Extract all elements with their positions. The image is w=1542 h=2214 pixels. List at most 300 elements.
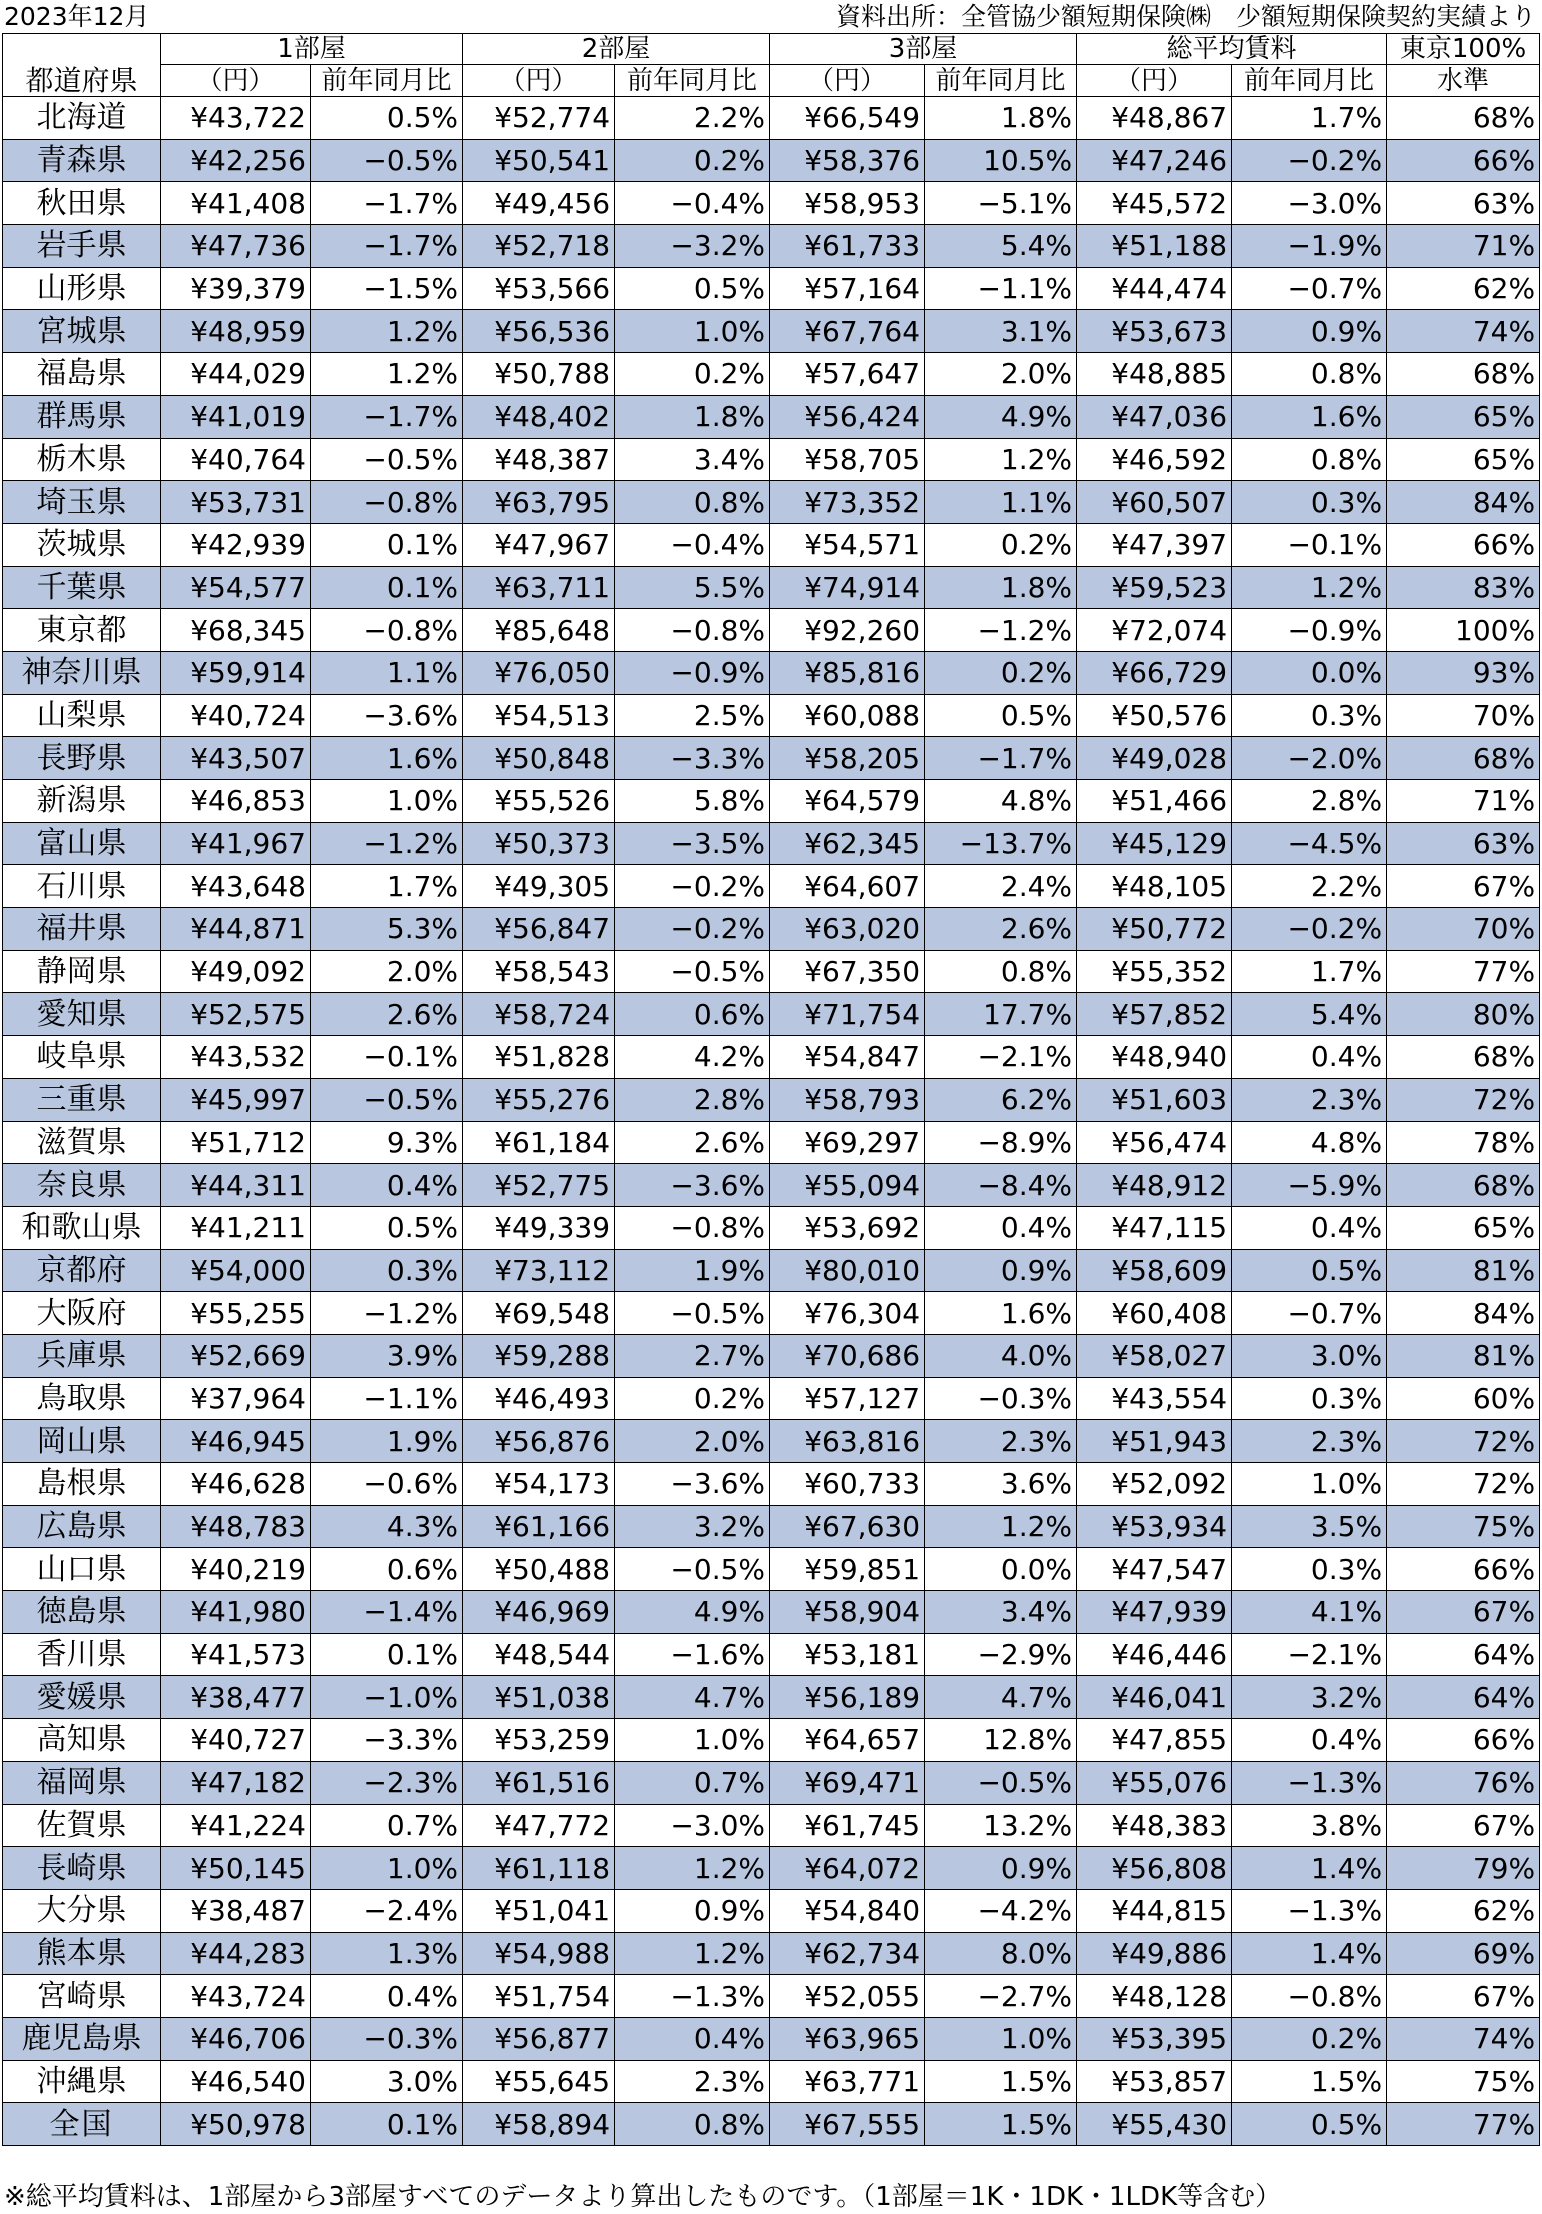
- yoy-average-cell: 2.3%: [1232, 1078, 1387, 1121]
- rent-average-cell: ¥60,408: [1077, 1292, 1232, 1335]
- rent-average-cell: ¥48,912: [1077, 1164, 1232, 1207]
- prefecture-cell: 東京都: [3, 609, 161, 652]
- table-row: [3, 1036, 1540, 1079]
- yoy-average-cell: −0.9%: [1232, 609, 1387, 652]
- yoy-1room-cell: 1.2%: [311, 353, 463, 396]
- table-row: [3, 2060, 1540, 2103]
- yoy-1room-cell: 0.1%: [311, 2103, 463, 2146]
- yoy-2room-cell: 0.6%: [615, 993, 770, 1036]
- rent-average-cell: ¥46,041: [1077, 1676, 1232, 1719]
- rent-3room-cell: ¥64,072: [770, 1847, 925, 1890]
- rent-average-cell: ¥51,943: [1077, 1420, 1232, 1463]
- yoy-3room-cell: 17.7%: [925, 993, 1077, 1036]
- rent-1room-cell: ¥38,487: [161, 1889, 311, 1932]
- yoy-average-cell: 3.0%: [1232, 1334, 1387, 1377]
- yoy-3room-cell: −1.1%: [925, 267, 1077, 310]
- rent-average-cell: ¥58,609: [1077, 1249, 1232, 1292]
- prefecture-cell: 山口県: [3, 1548, 161, 1591]
- rent-2room-cell: ¥50,848: [463, 737, 615, 780]
- tokyo-level-cell: 84%: [1387, 481, 1540, 524]
- yoy-average-cell: 2.2%: [1232, 865, 1387, 908]
- yoy-average-cell: 1.7%: [1232, 950, 1387, 993]
- rent-average-cell: ¥45,129: [1077, 822, 1232, 865]
- rent-3room-cell: ¥54,840: [770, 1889, 925, 1932]
- rent-1room-cell: ¥52,669: [161, 1334, 311, 1377]
- yoy-1room-cell: 0.7%: [311, 1804, 463, 1847]
- yoy-average-cell: 4.1%: [1232, 1591, 1387, 1634]
- rent-average-cell: ¥47,855: [1077, 1719, 1232, 1762]
- yoy-average-cell: −0.8%: [1232, 1975, 1387, 2018]
- table-row: [3, 1334, 1540, 1377]
- yoy-1room-cell: −1.0%: [311, 1676, 463, 1719]
- yoy-average-cell: −4.5%: [1232, 822, 1387, 865]
- tokyo-level-cell: 83%: [1387, 566, 1540, 609]
- rent-3room-cell: ¥92,260: [770, 609, 925, 652]
- yoy-1room-cell: −0.8%: [311, 609, 463, 652]
- rent-2room-cell: ¥51,828: [463, 1036, 615, 1079]
- yoy-1room-cell: 5.3%: [311, 908, 463, 951]
- tokyo-level-cell: 64%: [1387, 1633, 1540, 1676]
- table-row: [3, 1548, 1540, 1591]
- yoy-1room-cell: 3.9%: [311, 1334, 463, 1377]
- source-note: 資料出所：全管協少額短期保険㈱ 少額短期保険契約実績より: [835, 2, 1536, 31]
- rent-3room-cell: ¥60,088: [770, 694, 925, 737]
- yoy-average-cell: −1.3%: [1232, 1889, 1387, 1932]
- rent-2room-cell: ¥46,969: [463, 1591, 615, 1634]
- table-header: [3, 34, 1540, 97]
- yoy-average-cell: 3.5%: [1232, 1505, 1387, 1548]
- prefecture-cell: 神奈川県: [3, 651, 161, 694]
- rent-3room-cell: ¥58,953: [770, 182, 925, 225]
- rent-2room-cell: ¥54,513: [463, 694, 615, 737]
- rent-average-cell: ¥47,547: [1077, 1548, 1232, 1591]
- rent-average-cell: ¥46,592: [1077, 438, 1232, 481]
- yoy-3room-cell: 2.6%: [925, 908, 1077, 951]
- yoy-3room-cell: 8.0%: [925, 1932, 1077, 1975]
- yoy-3room-cell: 0.2%: [925, 523, 1077, 566]
- rent-1room-cell: ¥50,978: [161, 2103, 311, 2146]
- yoy-1room-cell: −1.2%: [311, 1292, 463, 1335]
- rent-2room-cell: ¥52,774: [463, 97, 615, 140]
- table-row: [3, 225, 1540, 268]
- prefecture-cell: 新潟県: [3, 780, 161, 823]
- prefecture-cell: 全国: [3, 2103, 161, 2146]
- yoy-1room-cell: 1.1%: [311, 651, 463, 694]
- rent-2room-cell: ¥73,112: [463, 1249, 615, 1292]
- rent-2room-cell: ¥59,288: [463, 1334, 615, 1377]
- rent-2room-cell: ¥85,648: [463, 609, 615, 652]
- yoy-average-cell: −1.3%: [1232, 1761, 1387, 1804]
- rent-2room-cell: ¥51,754: [463, 1975, 615, 2018]
- tokyo-level-cell: 75%: [1387, 2060, 1540, 2103]
- yoy-2room-cell: 1.8%: [615, 395, 770, 438]
- prefecture-cell: 富山県: [3, 822, 161, 865]
- rent-2room-cell: ¥52,718: [463, 225, 615, 268]
- rent-average-cell: ¥49,028: [1077, 737, 1232, 780]
- table-row: [3, 1804, 1540, 1847]
- tokyo-level-cell: 77%: [1387, 2103, 1540, 2146]
- group-1room-header: 1部屋: [161, 34, 463, 65]
- table-row: [3, 737, 1540, 780]
- yoy-2room-cell: 3.2%: [615, 1505, 770, 1548]
- yoy-2room-cell: 2.6%: [615, 1121, 770, 1164]
- prefecture-cell: 徳島県: [3, 1591, 161, 1634]
- tokyo-level-cell: 65%: [1387, 438, 1540, 481]
- table-row: [3, 1761, 1540, 1804]
- rent-1room-cell: ¥46,628: [161, 1463, 311, 1506]
- rent-3room-cell: ¥57,127: [770, 1377, 925, 1420]
- rent-2room-cell: ¥50,541: [463, 139, 615, 182]
- yoy-2room-cell: 0.9%: [615, 1889, 770, 1932]
- table-row: [3, 651, 1540, 694]
- yoy-1room-cell: −0.5%: [311, 1078, 463, 1121]
- yoy-2room-cell: 4.9%: [615, 1591, 770, 1634]
- rent-3room-cell: ¥67,630: [770, 1505, 925, 1548]
- yoy-1room-cell: −1.5%: [311, 267, 463, 310]
- yoy-2room-cell: −0.8%: [615, 609, 770, 652]
- rent-2room-cell: ¥61,118: [463, 1847, 615, 1890]
- rent-1room-cell: ¥59,914: [161, 651, 311, 694]
- yoy-3room-cell: −13.7%: [925, 822, 1077, 865]
- rent-1room-cell: ¥44,283: [161, 1932, 311, 1975]
- tokyo-level-cell: 70%: [1387, 694, 1540, 737]
- table-row: [3, 1633, 1540, 1676]
- prefecture-cell: 京都府: [3, 1249, 161, 1292]
- prefecture-cell: 熊本県: [3, 1932, 161, 1975]
- rent-average-cell: ¥57,852: [1077, 993, 1232, 1036]
- prefecture-cell: 広島県: [3, 1505, 161, 1548]
- rent-average-cell: ¥50,576: [1077, 694, 1232, 737]
- yoy-3room-cell: 1.5%: [925, 2060, 1077, 2103]
- rent-table: [2, 33, 1540, 2146]
- yoy-3room-cell: 4.9%: [925, 395, 1077, 438]
- rent-3room-cell: ¥67,555: [770, 2103, 925, 2146]
- rent-3room-cell: ¥53,181: [770, 1633, 925, 1676]
- yoy-average-cell: 0.8%: [1232, 353, 1387, 396]
- rent-1room-cell: ¥43,724: [161, 1975, 311, 2018]
- yoy-2room-cell: −1.3%: [615, 1975, 770, 2018]
- yoy-1room-cell: 0.1%: [311, 1633, 463, 1676]
- rent-3room-cell: ¥85,816: [770, 651, 925, 694]
- rent-2room-cell: ¥48,387: [463, 438, 615, 481]
- rent-3room-cell: ¥67,350: [770, 950, 925, 993]
- yoy-2room-cell: 0.4%: [615, 2017, 770, 2060]
- prefecture-cell: 北海道: [3, 97, 161, 140]
- rent-1room-cell: ¥51,712: [161, 1121, 311, 1164]
- rent-2room-cell: ¥58,894: [463, 2103, 615, 2146]
- yoy-average-cell: 0.9%: [1232, 310, 1387, 353]
- tokyo-level-cell: 80%: [1387, 993, 1540, 1036]
- rent-1room-cell: ¥37,964: [161, 1377, 311, 1420]
- rent-average-cell: ¥72,074: [1077, 609, 1232, 652]
- yoy-2room-cell: −0.5%: [615, 1548, 770, 1591]
- rent-3room-cell: ¥57,647: [770, 353, 925, 396]
- col-average-yen: （円）: [1077, 65, 1232, 97]
- yoy-average-cell: 3.2%: [1232, 1676, 1387, 1719]
- rent-average-cell: ¥55,076: [1077, 1761, 1232, 1804]
- rent-1room-cell: ¥47,736: [161, 225, 311, 268]
- yoy-3room-cell: 1.5%: [925, 2103, 1077, 2146]
- rent-average-cell: ¥48,940: [1077, 1036, 1232, 1079]
- yoy-3room-cell: 1.2%: [925, 1505, 1077, 1548]
- yoy-average-cell: −1.9%: [1232, 225, 1387, 268]
- yoy-3room-cell: 4.8%: [925, 780, 1077, 823]
- rent-average-cell: ¥44,474: [1077, 267, 1232, 310]
- rent-2room-cell: ¥63,795: [463, 481, 615, 524]
- prefecture-cell: 秋田県: [3, 182, 161, 225]
- rent-1room-cell: ¥41,019: [161, 395, 311, 438]
- yoy-1room-cell: 1.7%: [311, 865, 463, 908]
- tokyo-level-cell: 63%: [1387, 182, 1540, 225]
- rent-3room-cell: ¥80,010: [770, 1249, 925, 1292]
- tokyo-level-cell: 68%: [1387, 1036, 1540, 1079]
- yoy-1room-cell: 0.5%: [311, 1206, 463, 1249]
- tokyo-level-cell: 71%: [1387, 780, 1540, 823]
- rent-3room-cell: ¥66,549: [770, 97, 925, 140]
- rent-2room-cell: ¥47,967: [463, 523, 615, 566]
- table-row: [3, 1975, 1540, 2018]
- yoy-1room-cell: −0.5%: [311, 438, 463, 481]
- rent-2room-cell: ¥53,566: [463, 267, 615, 310]
- rent-3room-cell: ¥58,205: [770, 737, 925, 780]
- yoy-average-cell: −5.9%: [1232, 1164, 1387, 1207]
- rent-1room-cell: ¥43,648: [161, 865, 311, 908]
- prefecture-cell: 高知県: [3, 1719, 161, 1762]
- yoy-1room-cell: 1.2%: [311, 310, 463, 353]
- yoy-2room-cell: 0.2%: [615, 353, 770, 396]
- prefecture-cell: 島根県: [3, 1463, 161, 1506]
- yoy-2room-cell: 4.2%: [615, 1036, 770, 1079]
- tokyo-level-cell: 76%: [1387, 1761, 1540, 1804]
- rent-average-cell: ¥53,934: [1077, 1505, 1232, 1548]
- table-body: [3, 97, 1540, 2146]
- yoy-average-cell: −3.0%: [1232, 182, 1387, 225]
- rent-average-cell: ¥48,885: [1077, 353, 1232, 396]
- prefecture-cell: 長野県: [3, 737, 161, 780]
- table-row: [3, 1292, 1540, 1335]
- rent-1room-cell: ¥46,853: [161, 780, 311, 823]
- col-3room-yoy: 前年同月比: [925, 65, 1077, 97]
- tokyo-level-cell: 100%: [1387, 609, 1540, 652]
- rent-1room-cell: ¥41,224: [161, 1804, 311, 1847]
- yoy-1room-cell: 1.0%: [311, 1847, 463, 1890]
- yoy-3room-cell: 12.8%: [925, 1719, 1077, 1762]
- yoy-2room-cell: 2.3%: [615, 2060, 770, 2103]
- yoy-1room-cell: −2.3%: [311, 1761, 463, 1804]
- rent-2room-cell: ¥69,548: [463, 1292, 615, 1335]
- yoy-average-cell: 0.3%: [1232, 481, 1387, 524]
- yoy-3room-cell: 3.1%: [925, 310, 1077, 353]
- rent-2room-cell: ¥53,259: [463, 1719, 615, 1762]
- report-date: 2023年12月: [4, 2, 150, 31]
- yoy-3room-cell: 0.4%: [925, 1206, 1077, 1249]
- rent-3room-cell: ¥54,847: [770, 1036, 925, 1079]
- yoy-3room-cell: −2.7%: [925, 1975, 1077, 2018]
- rent-2room-cell: ¥58,543: [463, 950, 615, 993]
- prefecture-cell: 岩手県: [3, 225, 161, 268]
- rent-3room-cell: ¥60,733: [770, 1463, 925, 1506]
- yoy-3room-cell: 4.0%: [925, 1334, 1077, 1377]
- yoy-2room-cell: −3.3%: [615, 737, 770, 780]
- prefecture-cell: 千葉県: [3, 566, 161, 609]
- tokyo-level-cell: 67%: [1387, 1975, 1540, 2018]
- yoy-3room-cell: 0.8%: [925, 950, 1077, 993]
- prefecture-cell: 大阪府: [3, 1292, 161, 1335]
- rent-3room-cell: ¥71,754: [770, 993, 925, 1036]
- prefecture-cell: 石川県: [3, 865, 161, 908]
- table-row: [3, 267, 1540, 310]
- tokyo-level-cell: 77%: [1387, 950, 1540, 993]
- yoy-2room-cell: 1.2%: [615, 1847, 770, 1890]
- rent-average-cell: ¥55,430: [1077, 2103, 1232, 2146]
- yoy-1room-cell: 1.6%: [311, 737, 463, 780]
- yoy-2room-cell: −3.6%: [615, 1164, 770, 1207]
- rent-2room-cell: ¥50,488: [463, 1548, 615, 1591]
- rent-2room-cell: ¥55,526: [463, 780, 615, 823]
- rent-2room-cell: ¥56,536: [463, 310, 615, 353]
- prefecture-cell: 山梨県: [3, 694, 161, 737]
- yoy-average-cell: 1.4%: [1232, 1932, 1387, 1975]
- rent-1room-cell: ¥41,980: [161, 1591, 311, 1634]
- tokyo-level-cell: 67%: [1387, 865, 1540, 908]
- table-row: [3, 1932, 1540, 1975]
- yoy-3room-cell: −8.4%: [925, 1164, 1077, 1207]
- yoy-1room-cell: 1.9%: [311, 1420, 463, 1463]
- yoy-3room-cell: −2.9%: [925, 1633, 1077, 1676]
- rent-average-cell: ¥48,867: [1077, 97, 1232, 140]
- rent-1room-cell: ¥48,783: [161, 1505, 311, 1548]
- yoy-2room-cell: 5.5%: [615, 566, 770, 609]
- rent-2room-cell: ¥48,402: [463, 395, 615, 438]
- tokyo-level-cell: 68%: [1387, 353, 1540, 396]
- table-row: [3, 1078, 1540, 1121]
- tokyo-level-cell: 62%: [1387, 267, 1540, 310]
- rent-average-cell: ¥51,188: [1077, 225, 1232, 268]
- yoy-1room-cell: 3.0%: [311, 2060, 463, 2103]
- yoy-average-cell: 0.4%: [1232, 1206, 1387, 1249]
- rent-2room-cell: ¥54,988: [463, 1932, 615, 1975]
- tokyo-level-cell: 63%: [1387, 822, 1540, 865]
- rent-2room-cell: ¥61,166: [463, 1505, 615, 1548]
- rent-2room-cell: ¥56,847: [463, 908, 615, 951]
- table-row: [3, 1591, 1540, 1634]
- yoy-average-cell: 0.0%: [1232, 651, 1387, 694]
- yoy-2room-cell: 0.5%: [615, 267, 770, 310]
- table-row: [3, 481, 1540, 524]
- prefecture-cell: 香川県: [3, 1633, 161, 1676]
- rent-3room-cell: ¥61,745: [770, 1804, 925, 1847]
- prefecture-cell: 群馬県: [3, 395, 161, 438]
- rent-average-cell: ¥47,246: [1077, 139, 1232, 182]
- tokyo-level-cell: 70%: [1387, 908, 1540, 951]
- tokyo-level-cell: 72%: [1387, 1078, 1540, 1121]
- yoy-1room-cell: 1.0%: [311, 780, 463, 823]
- rent-average-cell: ¥56,474: [1077, 1121, 1232, 1164]
- yoy-2room-cell: 2.2%: [615, 97, 770, 140]
- rent-1room-cell: ¥43,532: [161, 1036, 311, 1079]
- rent-3room-cell: ¥62,345: [770, 822, 925, 865]
- table-row: [3, 993, 1540, 1036]
- yoy-3room-cell: 2.3%: [925, 1420, 1077, 1463]
- yoy-average-cell: 0.2%: [1232, 2017, 1387, 2060]
- yoy-2room-cell: −3.2%: [615, 225, 770, 268]
- yoy-1room-cell: −1.4%: [311, 1591, 463, 1634]
- yoy-1room-cell: −2.4%: [311, 1889, 463, 1932]
- yoy-2room-cell: 3.4%: [615, 438, 770, 481]
- yoy-average-cell: −0.2%: [1232, 908, 1387, 951]
- prefecture-cell: 埼玉県: [3, 481, 161, 524]
- yoy-2room-cell: 2.5%: [615, 694, 770, 737]
- table-row: [3, 1719, 1540, 1762]
- table-row: [3, 1121, 1540, 1164]
- rent-3room-cell: ¥67,764: [770, 310, 925, 353]
- prefecture-cell: 長崎県: [3, 1847, 161, 1890]
- yoy-1room-cell: 0.1%: [311, 566, 463, 609]
- yoy-2room-cell: 0.8%: [615, 481, 770, 524]
- rent-1room-cell: ¥39,379: [161, 267, 311, 310]
- rent-1room-cell: ¥47,182: [161, 1761, 311, 1804]
- yoy-1room-cell: 0.6%: [311, 1548, 463, 1591]
- col-2room-yoy: 前年同月比: [615, 65, 770, 97]
- tokyo-level-cell: 65%: [1387, 1206, 1540, 1249]
- yoy-average-cell: −0.2%: [1232, 139, 1387, 182]
- rent-1room-cell: ¥40,764: [161, 438, 311, 481]
- yoy-average-cell: −0.7%: [1232, 267, 1387, 310]
- rent-2room-cell: ¥55,276: [463, 1078, 615, 1121]
- rent-1room-cell: ¥41,573: [161, 1633, 311, 1676]
- prefecture-cell: 宮城県: [3, 310, 161, 353]
- rent-3room-cell: ¥57,164: [770, 267, 925, 310]
- rent-1room-cell: ¥46,945: [161, 1420, 311, 1463]
- yoy-average-cell: −2.1%: [1232, 1633, 1387, 1676]
- yoy-3room-cell: 1.0%: [925, 2017, 1077, 2060]
- yoy-1room-cell: 0.4%: [311, 1164, 463, 1207]
- col-1room-yen: （円）: [161, 65, 311, 97]
- rent-2room-cell: ¥56,877: [463, 2017, 615, 2060]
- prefecture-cell: 沖縄県: [3, 2060, 161, 2103]
- table-row: [3, 1505, 1540, 1548]
- rent-average-cell: ¥47,939: [1077, 1591, 1232, 1634]
- yoy-average-cell: 2.3%: [1232, 1420, 1387, 1463]
- yoy-2room-cell: 0.2%: [615, 139, 770, 182]
- rent-3room-cell: ¥58,793: [770, 1078, 925, 1121]
- yoy-average-cell: −0.1%: [1232, 523, 1387, 566]
- col-3room-yen: （円）: [770, 65, 925, 97]
- table-row: [3, 1847, 1540, 1890]
- rent-1room-cell: ¥68,345: [161, 609, 311, 652]
- yoy-2room-cell: 1.2%: [615, 1932, 770, 1975]
- yoy-2room-cell: 0.7%: [615, 1761, 770, 1804]
- rent-3room-cell: ¥76,304: [770, 1292, 925, 1335]
- rent-average-cell: ¥56,808: [1077, 1847, 1232, 1890]
- yoy-3room-cell: 1.8%: [925, 566, 1077, 609]
- yoy-average-cell: 0.5%: [1232, 2103, 1387, 2146]
- yoy-1room-cell: −1.7%: [311, 225, 463, 268]
- yoy-3room-cell: −0.5%: [925, 1761, 1077, 1804]
- yoy-2room-cell: 1.0%: [615, 1719, 770, 1762]
- rent-3room-cell: ¥63,771: [770, 2060, 925, 2103]
- prefecture-cell: 福井県: [3, 908, 161, 951]
- top-caption: [0, 0, 1542, 34]
- rent-1room-cell: ¥40,219: [161, 1548, 311, 1591]
- rent-average-cell: ¥53,857: [1077, 2060, 1232, 2103]
- yoy-1room-cell: 4.3%: [311, 1505, 463, 1548]
- rent-average-cell: ¥59,523: [1077, 566, 1232, 609]
- rent-1room-cell: ¥40,727: [161, 1719, 311, 1762]
- yoy-average-cell: −0.7%: [1232, 1292, 1387, 1335]
- rent-average-cell: ¥66,729: [1077, 651, 1232, 694]
- footnote: ※総平均賃料は、1部屋から3部屋すべてのデータより算出したものです。（1部屋＝1K・1DK・1LDK等含む）: [4, 2182, 1282, 2212]
